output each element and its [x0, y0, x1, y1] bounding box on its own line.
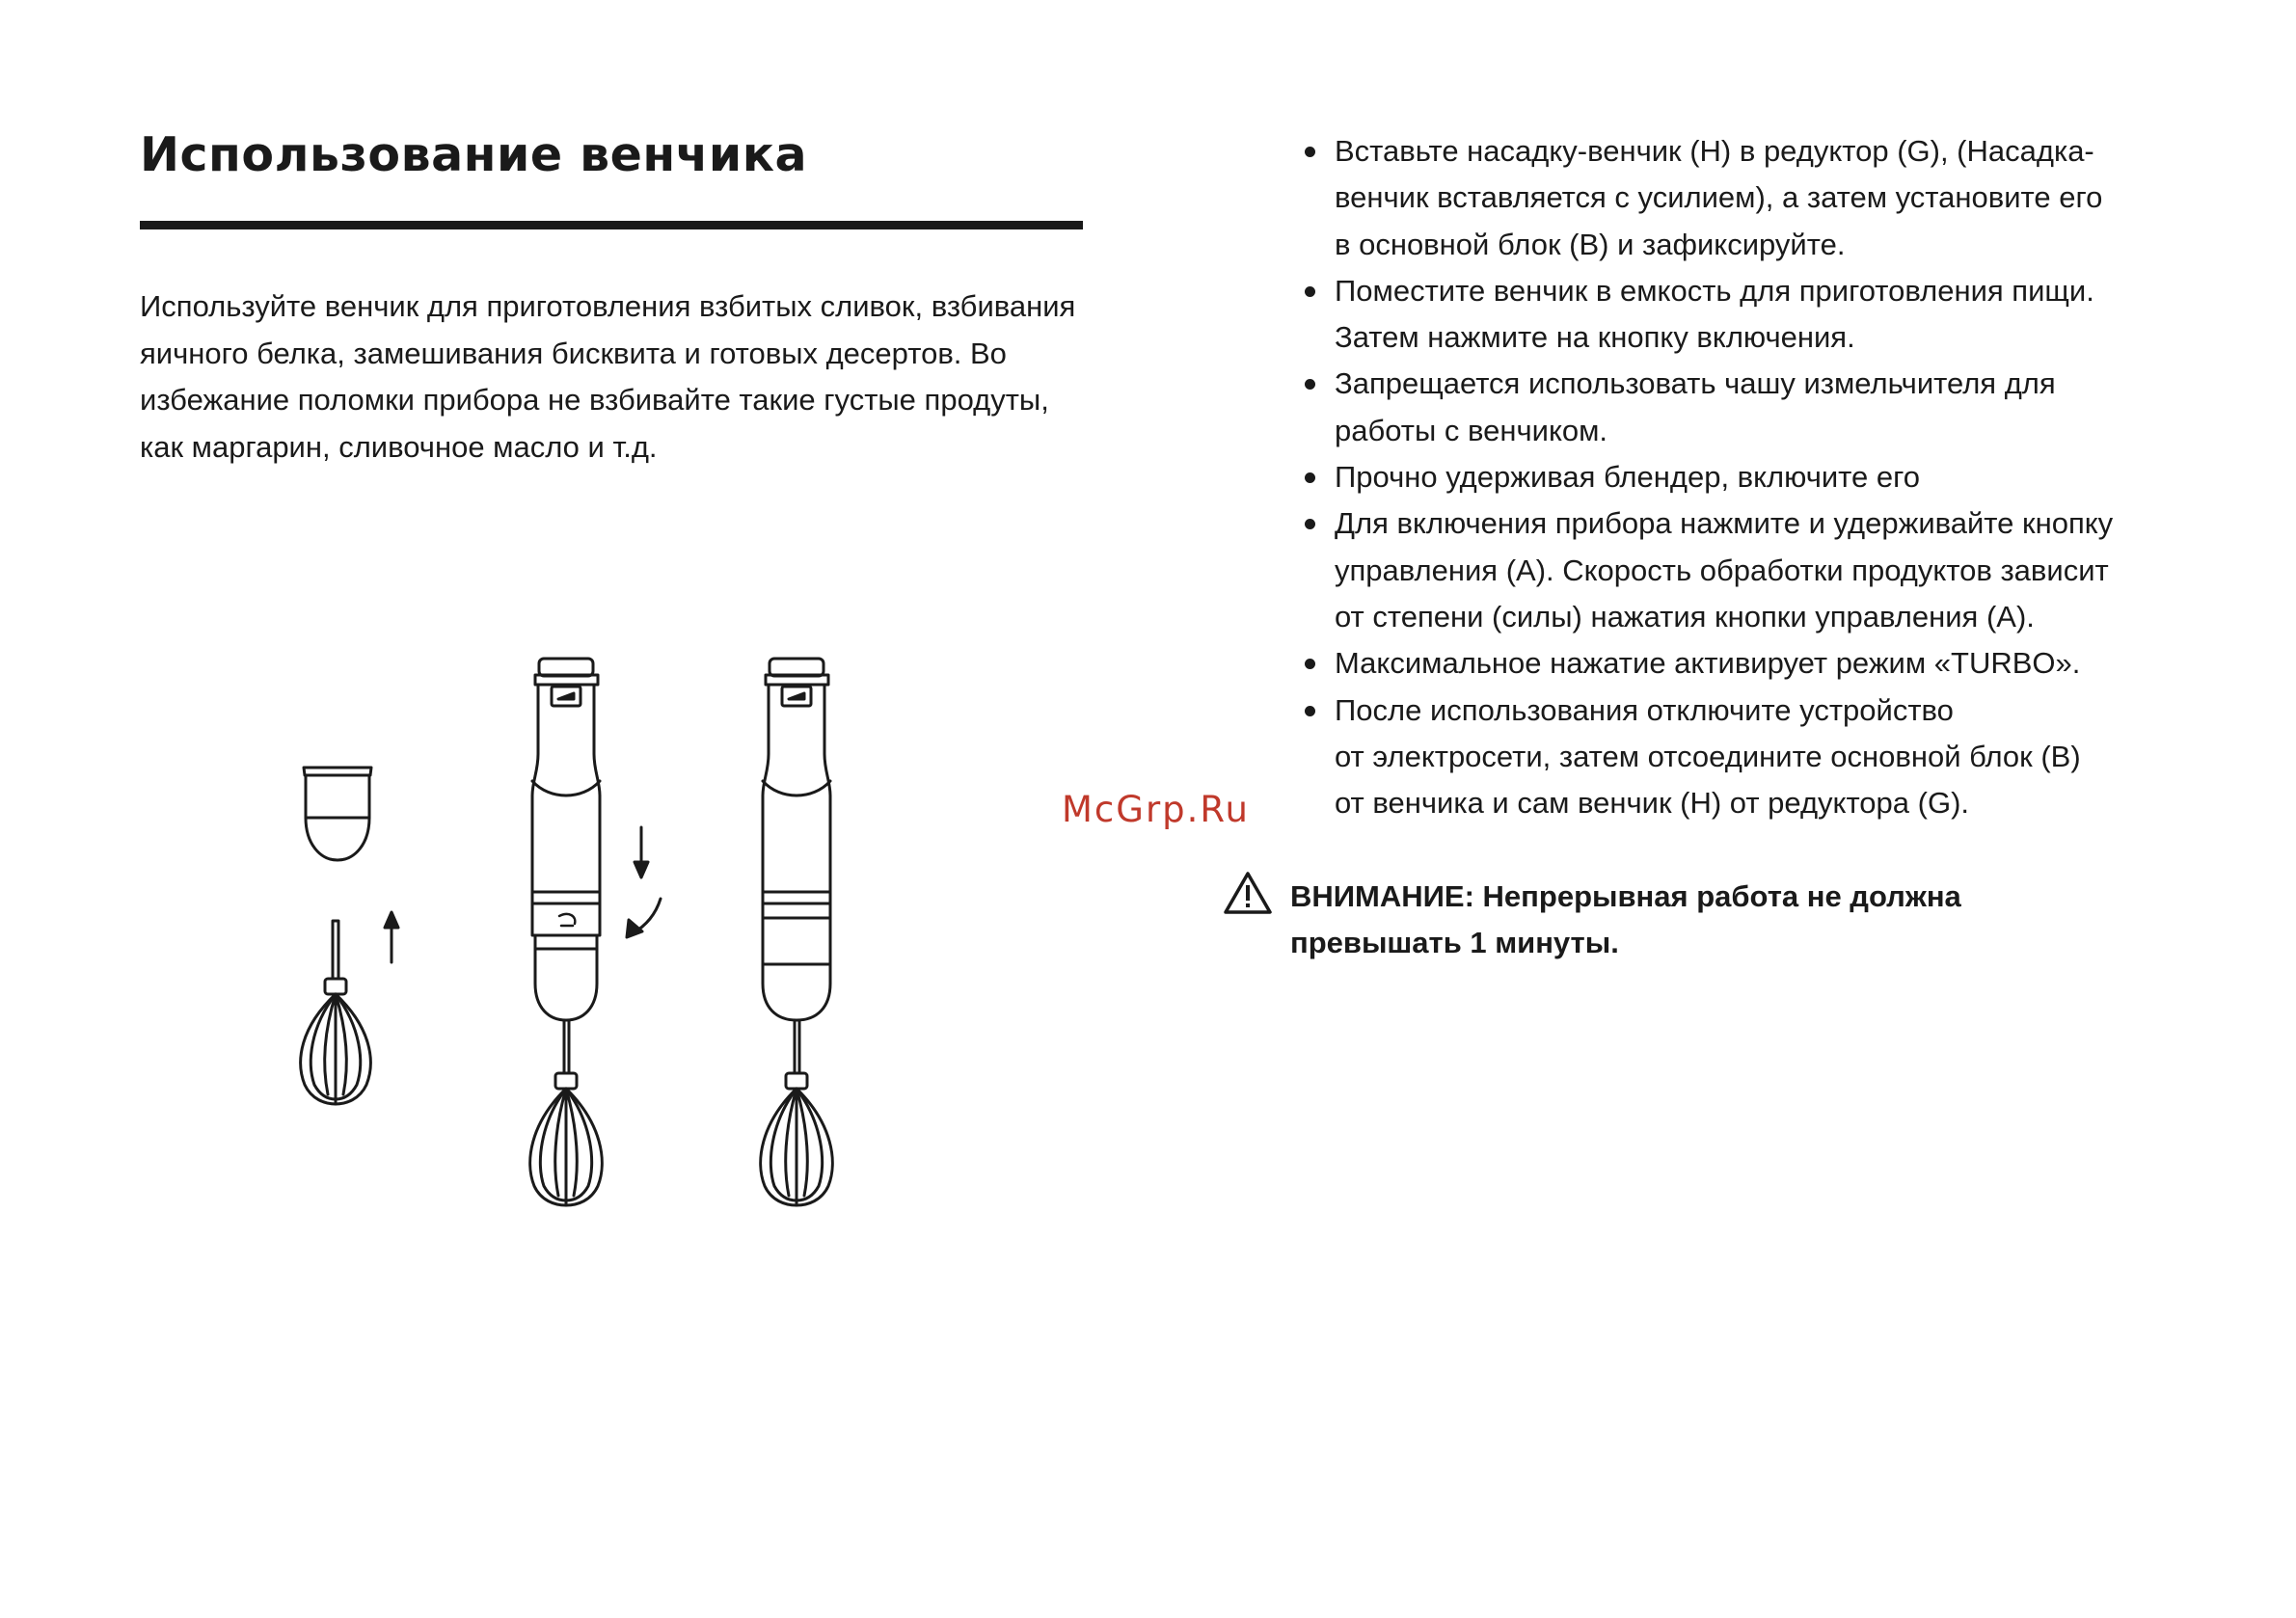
step-text: Для включения прибора нажмите и удерживайте кнопку управления (А). Скорость обработки продуктов зависит от степени (силы) нажатия кнопки управления (А).	[1335, 506, 2114, 634]
warning-text: ВНИМАНИЕ: Непрерывная работа не должна превышать 1 минуты.	[1290, 879, 1961, 959]
step-text: Максимальное нажатие активирует режим «TURBO».	[1335, 646, 2081, 681]
page-title: Использование венчика	[140, 127, 808, 182]
whisk-icon	[301, 921, 371, 1104]
blender-icon	[530, 659, 603, 1205]
step-text: Поместите венчик в емкость для приготовления пищи. Затем нажмите на кнопку включения.	[1335, 273, 2094, 355]
title-divider	[140, 221, 1083, 229]
step-text: После использования отключите устройство от электросети, затем отсоедините основной блок (B) от венчика и сам венчик (H) от редуктора (G).	[1335, 692, 2081, 821]
watermark: McGrp.Ru	[1062, 789, 1250, 830]
step-text: Вставьте насадку-венчик (H) в редуктор (G), (Насадка- венчик вставляется с усилием), а затем установите его в основной блок (B) и зафиксируйте.	[1335, 134, 2103, 261]
list-item	[1283, 454, 2208, 500]
list-item	[1283, 128, 2208, 268]
warning-triangle-icon	[1223, 871, 1273, 915]
step-text: Запрещается использовать чашу измельчителя для работы с венчиком.	[1335, 366, 2056, 447]
arrow-down-icon	[635, 827, 648, 877]
intro-paragraph: Используйте венчик для приготовления взбитых сливок, взбивания яичного белка, замешивания бисквита и готовых десертов. Во избежание поломки прибора не взбивайте такие густые продуты, как маргарин, сливочное масло и т.д.	[140, 289, 1076, 464]
rotate-arrow-icon	[627, 899, 661, 937]
list-item	[1283, 500, 2208, 640]
gearbox-icon	[304, 768, 371, 860]
arrow-up-icon	[385, 912, 398, 962]
list-item	[1283, 640, 2208, 687]
whisk-assembly-illustration	[280, 646, 878, 1302]
list-item	[1283, 268, 2208, 362]
assembled-blender-icon	[761, 659, 833, 1205]
instruction-list	[1283, 128, 2208, 826]
list-item	[1283, 361, 2208, 454]
step-text: Прочно удерживая блендер, включите его	[1335, 460, 1920, 495]
list-item	[1283, 688, 2208, 827]
